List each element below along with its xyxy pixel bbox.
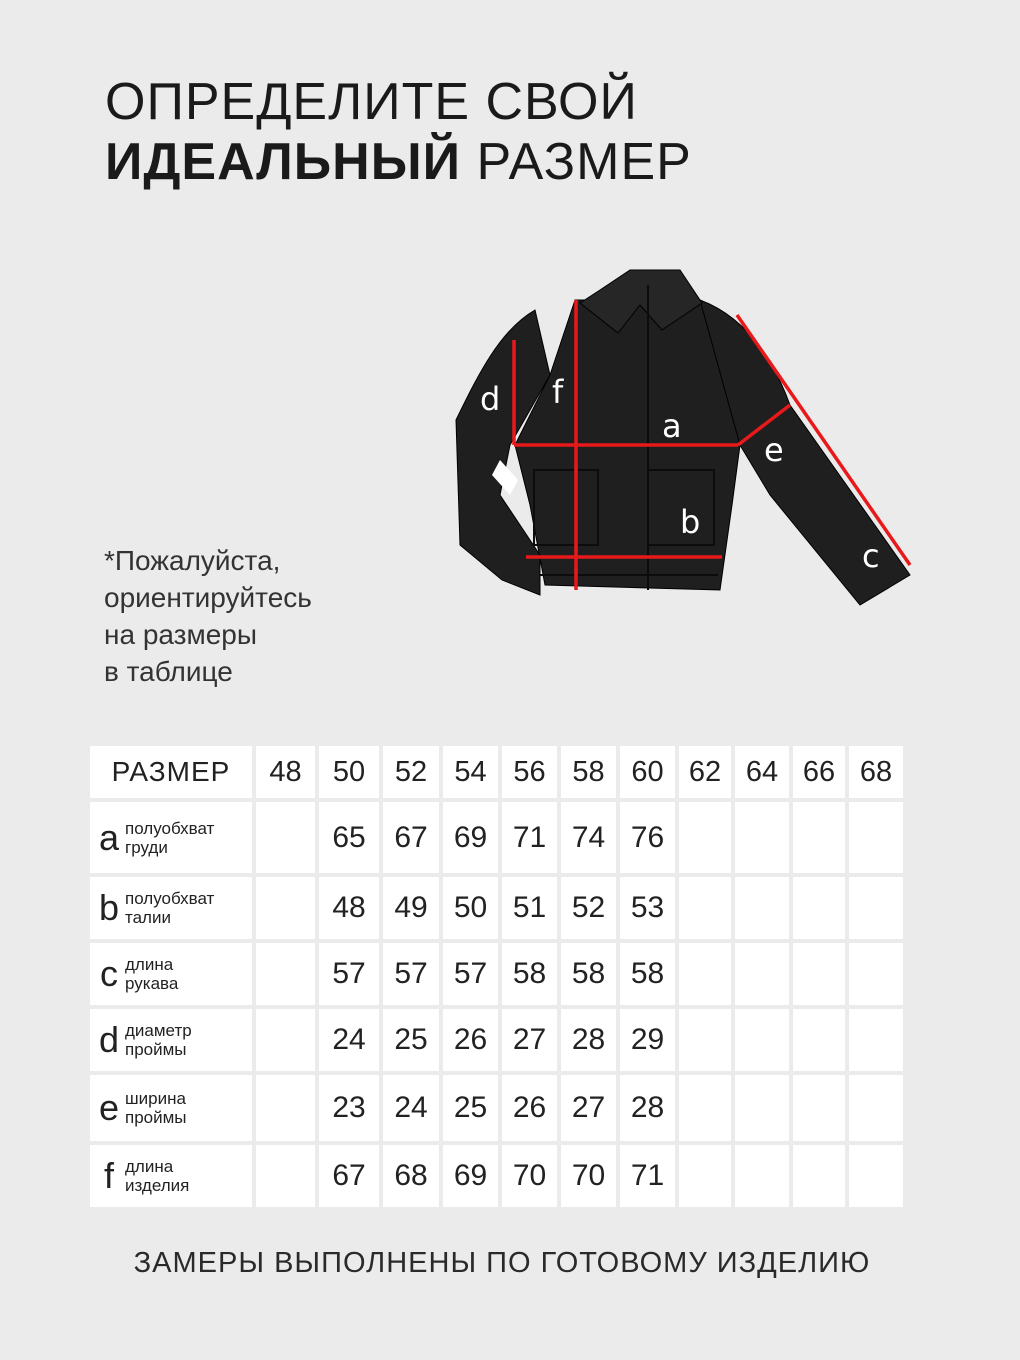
table-cell: 58 [561, 943, 616, 1005]
row-desc: талии [125, 908, 171, 927]
diagram-label-e: e [764, 431, 784, 469]
row-letter: b [98, 887, 120, 928]
diagram-label-b: b [680, 503, 701, 541]
diagram-label-c: c [862, 537, 880, 575]
table-cell [256, 1145, 315, 1207]
table-cell: 48 [319, 877, 379, 939]
diagram-label-a: a [662, 407, 682, 445]
row-desc: длина [125, 955, 174, 974]
row-desc: проймы [125, 1108, 187, 1127]
header-size-label: РАЗМЕР [90, 746, 252, 798]
header-size: 60 [620, 746, 675, 798]
size-note [104, 542, 312, 690]
table-cell: 58 [620, 943, 675, 1005]
table-cell [679, 943, 731, 1005]
row-label [90, 1075, 252, 1141]
header-size: 64 [735, 746, 789, 798]
table-cell [849, 877, 903, 939]
size-table [86, 742, 907, 1211]
row-desc: проймы [125, 1040, 187, 1059]
table-cell: 51 [502, 877, 557, 939]
row-desc: ширина [125, 1089, 186, 1108]
table-cell: 58 [502, 943, 557, 1005]
table-cell [793, 802, 845, 873]
table-cell [679, 1075, 731, 1141]
table-cell [793, 877, 845, 939]
table-cell: 26 [443, 1009, 498, 1071]
row-label [90, 1145, 252, 1207]
table-cell [735, 1145, 789, 1207]
table-cell: 69 [443, 802, 498, 873]
table-cell: 70 [561, 1145, 616, 1207]
row-letter: c [100, 953, 118, 994]
table-cell: 49 [383, 877, 439, 939]
row-desc: полуобхват [125, 818, 215, 838]
table-cell: 57 [319, 943, 379, 1005]
table-cell: 57 [383, 943, 439, 1005]
header-size: 50 [319, 746, 379, 798]
header-size: 48 [256, 746, 315, 798]
row-label [90, 802, 252, 873]
table-cell: 67 [319, 1145, 379, 1207]
header-size: 58 [561, 746, 616, 798]
row-desc: диаметр [125, 1021, 192, 1040]
note-line: ориентируйтесь [104, 582, 312, 613]
table-cell [256, 877, 315, 939]
row-desc: рукава [125, 974, 179, 993]
table-cell: 74 [561, 802, 616, 873]
header-size: 56 [502, 746, 557, 798]
table-cell: 24 [319, 1009, 379, 1071]
title-rest-word: РАЗМЕР [476, 133, 692, 191]
table-cell [793, 943, 845, 1005]
table-cell [256, 802, 315, 873]
table-cell [735, 943, 789, 1005]
table-cell: 65 [319, 802, 379, 873]
table-cell: 26 [502, 1075, 557, 1141]
header-size: 54 [443, 746, 498, 798]
table-cell [735, 1009, 789, 1071]
diagram-label-f: f [552, 373, 564, 411]
table-cell: 27 [502, 1009, 557, 1071]
table-row [90, 1075, 903, 1141]
table-row [90, 1009, 903, 1071]
table-cell [256, 1009, 315, 1071]
row-desc: полуобхват [125, 889, 215, 908]
table-cell [735, 802, 789, 873]
row-letter: a [98, 816, 120, 858]
header-size: 66 [793, 746, 845, 798]
diagram-label-d: d [480, 380, 501, 418]
table-cell: 29 [620, 1009, 675, 1071]
note-line: на размеры [104, 619, 258, 650]
title-bold-word: ИДЕАЛЬНЫЙ [105, 133, 461, 191]
row-desc: длина [125, 1157, 174, 1176]
table-cell [849, 802, 903, 873]
table-cell [679, 1145, 731, 1207]
title-line-1: ОПРЕДЕЛИТЕ СВОЙ [105, 73, 638, 131]
row-label [90, 1009, 252, 1071]
table-cell: 28 [620, 1075, 675, 1141]
jacket-silhouette [456, 270, 910, 605]
table-cell [793, 1009, 845, 1071]
header-size: 68 [849, 746, 903, 798]
page-title [105, 72, 692, 192]
table-row [90, 877, 903, 939]
table-cell [793, 1145, 845, 1207]
jacket-measurement-diagram [440, 255, 920, 615]
footer-note: ЗАМЕРЫ ВЫПОЛНЕНЫ ПО ГОТОВОМУ ИЗДЕЛИЮ [133, 1247, 871, 1279]
table-cell: 71 [620, 1145, 675, 1207]
table-cell [735, 877, 789, 939]
row-label [90, 943, 252, 1005]
table-cell: 68 [383, 1145, 439, 1207]
table-cell [679, 802, 731, 873]
table-cell [849, 1075, 903, 1141]
table-row [90, 802, 903, 873]
table-cell: 57 [443, 943, 498, 1005]
table-cell: 25 [383, 1009, 439, 1071]
table-cell: 70 [502, 1145, 557, 1207]
table-cell: 69 [443, 1145, 498, 1207]
table-cell: 23 [319, 1075, 379, 1141]
note-line: *Пожалуйста, [104, 545, 281, 576]
table-cell: 28 [561, 1009, 616, 1071]
table-row [90, 1145, 903, 1207]
table-cell: 50 [443, 877, 498, 939]
title-line-2 [105, 132, 692, 192]
table-cell: 25 [443, 1075, 498, 1141]
table-cell [793, 1075, 845, 1141]
table-cell: 76 [620, 802, 675, 873]
table-cell [256, 943, 315, 1005]
table-cell: 53 [620, 877, 675, 939]
table-cell [849, 943, 903, 1005]
table-header-row [90, 746, 903, 798]
table-cell: 67 [383, 802, 439, 873]
row-desc: груди [125, 837, 168, 857]
row-letter: f [103, 1155, 114, 1196]
table-cell: 71 [502, 802, 557, 873]
table-cell: 24 [383, 1075, 439, 1141]
header-size: 62 [679, 746, 731, 798]
table-cell [849, 1145, 903, 1207]
row-desc: изделия [125, 1176, 190, 1195]
table-row [90, 943, 903, 1005]
row-letter: d [98, 1019, 120, 1060]
table-cell [256, 1075, 315, 1141]
row-label [90, 877, 252, 939]
row-letter: e [98, 1087, 120, 1128]
table-cell [735, 1075, 789, 1141]
table-cell [849, 1009, 903, 1071]
header-size: 52 [383, 746, 439, 798]
table-cell [679, 877, 731, 939]
note-line: в таблице [104, 656, 233, 687]
table-cell [679, 1009, 731, 1071]
table-cell: 27 [561, 1075, 616, 1141]
table-cell: 52 [561, 877, 616, 939]
